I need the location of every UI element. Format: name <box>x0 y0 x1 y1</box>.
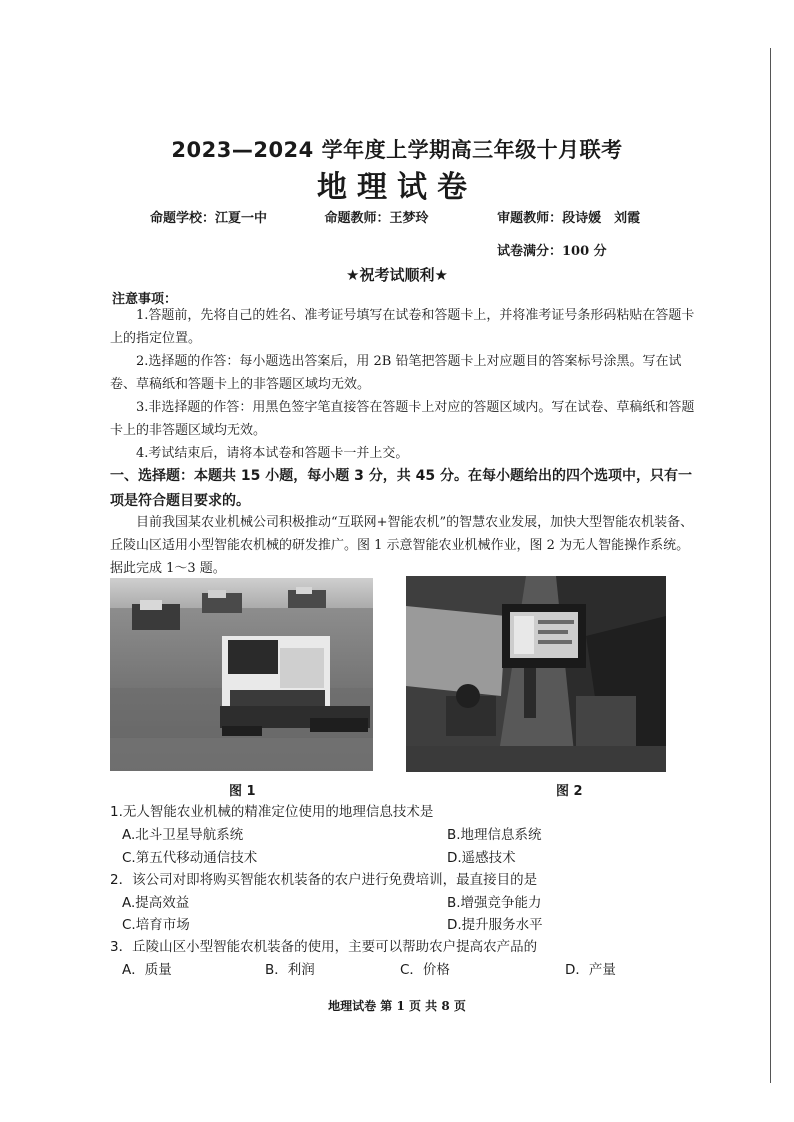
notice-item-2: 2.选择题的作答：每小题选出答案后，用 2B 铅笔把答题卡上对应题目的答案标号涂黑。写在试卷、草稿纸和答题卡上的非答题区域均无效。 <box>110 354 682 392</box>
control-screen-image <box>406 576 666 772</box>
good-luck-banner: ★祝考试顺利★ <box>346 266 448 284</box>
question-1-option-b[interactable]: B.地理信息系统 <box>447 827 542 843</box>
subject-title: 地理试卷 <box>317 170 477 205</box>
section-heading: 一、选择题：本题共 15 小题，每小题 3 分，共 45 分。在每小题给出的四个选项中，只有一项是符合题目要求的。 <box>110 468 692 509</box>
question-passage: 目前我国某农业机械公司积极推动“互联网+智能农机”的智慧农业发展，加快大型智能农机装备、丘陵山区适用小型智能农机械的研发推广。图 1 示意智能农业机械作业，图 2 为无人智能操作系统。据此完成 1～3 题。 <box>110 515 694 576</box>
figure-1-caption: 图 1 <box>229 784 256 799</box>
question-1-stem: 1.无人智能农业机械的精准定位使用的地理信息技术是 <box>110 804 434 820</box>
exam-title: 2023—2024 学年度上学期高三年级十月联考 <box>171 138 623 162</box>
figure-2-control-system-photo <box>406 576 666 772</box>
notice-item-4: 4.考试结束后，请将本试卷和答题卡一并上交。 <box>136 446 409 461</box>
question-1-option-c[interactable]: C.第五代移动通信技术 <box>122 850 258 866</box>
question-3-option-c[interactable]: C．价格 <box>400 962 450 978</box>
question-1-option-a[interactable]: A.北斗卫星导航系统 <box>122 827 244 843</box>
full-score: 试卷满分：100 分 <box>497 244 607 259</box>
author-teacher: 命题教师：王梦玲 <box>324 211 429 226</box>
question-2-option-c[interactable]: C.培育市场 <box>122 917 190 933</box>
question-2-option-a[interactable]: A.提高效益 <box>122 895 190 911</box>
figure-1-harvester-photo <box>110 578 373 771</box>
question-1-option-d[interactable]: D.遥感技术 <box>447 850 516 866</box>
question-3-option-d[interactable]: D．产量 <box>565 962 616 978</box>
question-2-stem: 2．该公司对即将购买智能农机装备的农户进行免费培训，最直接目的是 <box>110 872 538 888</box>
question-3-stem: 3．丘陵山区小型智能农机装备的使用，主要可以帮助农户提高农产品的 <box>110 939 538 955</box>
notice-item-1: 1.答题前，先将自己的姓名、准考证号填写在试卷和答题卡上，并将准考证号条形码粘贴在答题卡上的指定位置。 <box>110 308 695 346</box>
question-3-option-b[interactable]: B．利润 <box>265 962 315 978</box>
question-2-option-b[interactable]: B.增强竞争能力 <box>447 895 542 911</box>
reviewer: 审题教师：段诗媛 刘霞 <box>497 211 641 226</box>
notice-title: 注意事项： <box>112 292 178 307</box>
question-3-option-a[interactable]: A．质量 <box>122 962 172 978</box>
author-school: 命题学校：江夏一中 <box>150 211 268 226</box>
authors-line <box>150 207 640 226</box>
figure-2-caption: 图 2 <box>556 784 583 799</box>
notice-item-3: 3.非选择题的作答：用黑色签字笔直接答在答题卡上对应的答题区域内。写在试卷、草稿纸和答题卡上的非答题区域均无效。 <box>110 400 695 438</box>
page-footer: 地理试卷 第 1 页 共 8 页 <box>328 999 466 1013</box>
question-2-option-d[interactable]: D.提升服务水平 <box>447 917 543 933</box>
harvester-image <box>110 578 373 771</box>
